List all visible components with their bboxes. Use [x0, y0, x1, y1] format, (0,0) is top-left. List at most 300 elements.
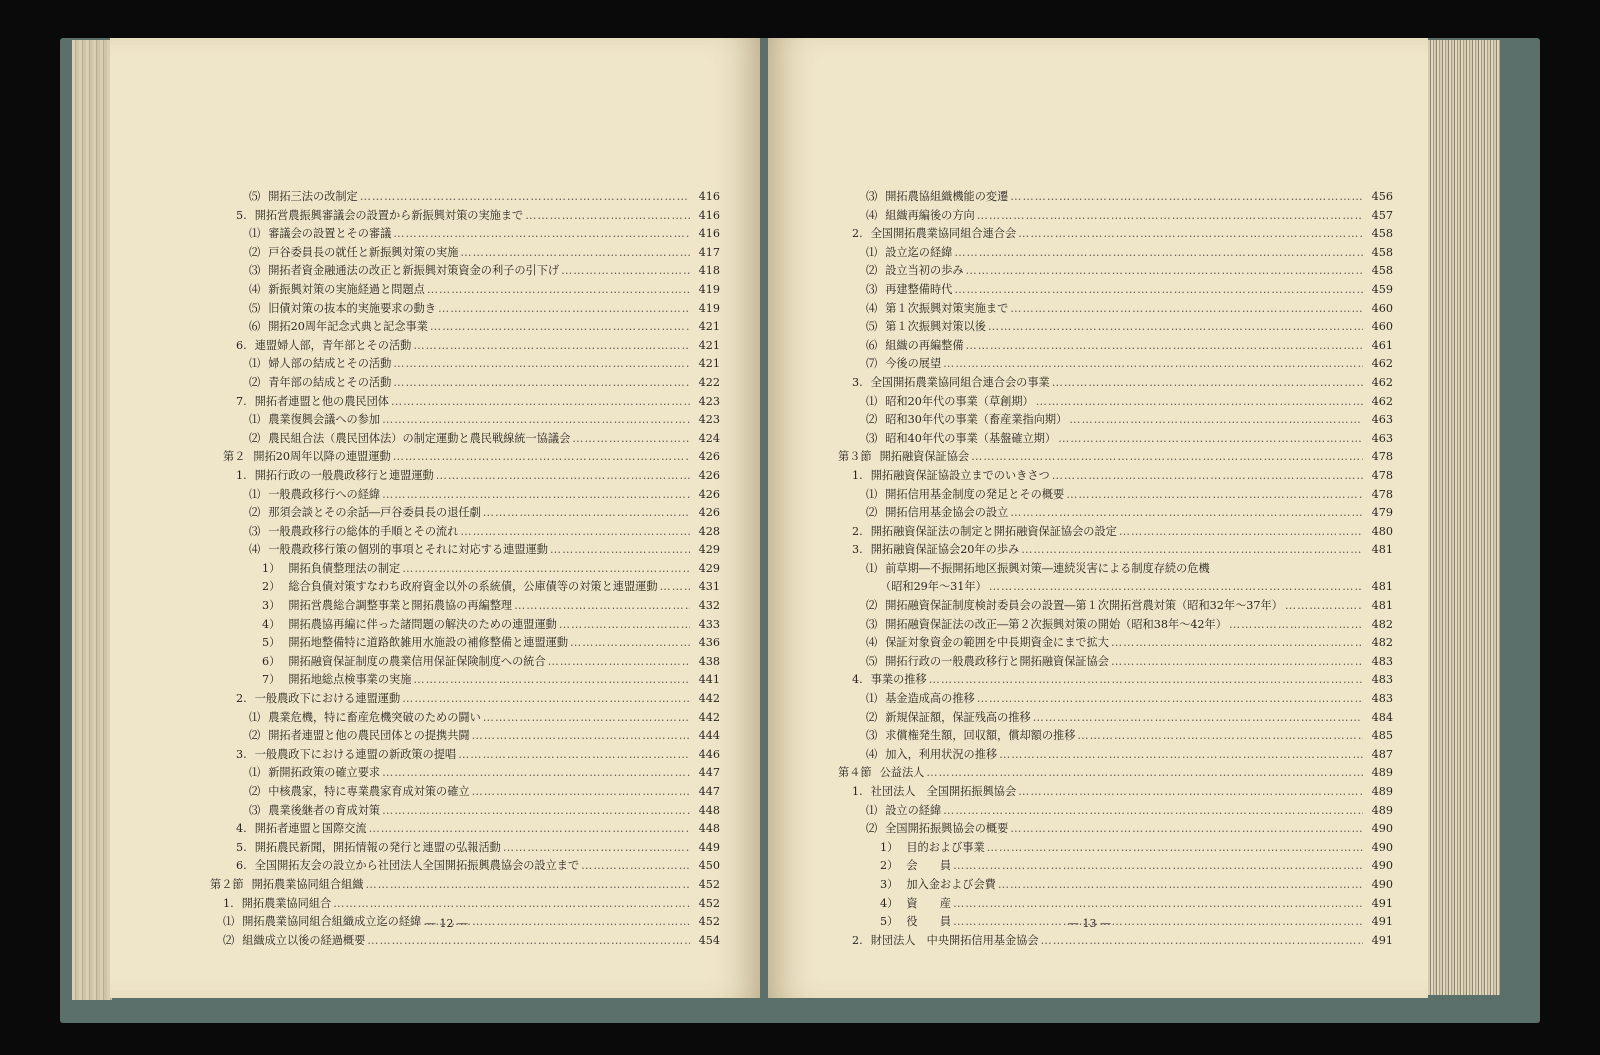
toc-entry-page: 479	[1371, 506, 1393, 520]
toc-entry-title: 求償権発生額，回収額，償却額の推移	[885, 729, 1076, 743]
toc-entry-title: 総合負債対策すなわち政府資金以外の系統債，公庫債等の対策と連盟運動	[288, 580, 658, 594]
toc-entry-title: 第１次振興対策以後	[885, 320, 986, 334]
toc-entry-page: 481	[1371, 599, 1393, 613]
toc-entry-label	[852, 932, 1039, 951]
toc-entry-marker: ⑴	[249, 413, 261, 427]
toc-entry-label	[866, 393, 1034, 412]
toc-entry-page: 429	[698, 561, 720, 575]
toc-entry-page: 491	[1371, 933, 1393, 947]
toc-entry-page: 426	[698, 450, 720, 464]
toc-entry-page: 454	[698, 933, 720, 947]
toc-entry-label	[262, 560, 400, 579]
toc-entry-marker: ⑹	[249, 320, 261, 334]
toc-entry-title: 全国開拓振興協会の概要	[885, 822, 1009, 836]
toc-leader-dots	[1069, 411, 1363, 430]
toc-entry-label	[866, 746, 997, 765]
toc-entry-title: 設立の経緯	[885, 803, 942, 817]
toc-leader-dots	[365, 876, 690, 895]
toc-entry-title: 那須会談とその余話―戸谷委員長の退任劇	[268, 506, 481, 520]
toc-entry-page: 423	[698, 413, 720, 427]
toc-entry-marker: ⑶	[866, 729, 878, 743]
toc-entry-title: 新開拓政策の確立要求	[268, 766, 381, 780]
toc-entry-title: 開拓者連盟と他の農民団体との提携共闘	[268, 729, 470, 743]
toc-entry-marker: 7.	[236, 394, 247, 408]
toc-leader-dots	[987, 839, 1363, 858]
toc-leader-dots	[548, 653, 690, 672]
toc-entry-marker: ⑶	[249, 264, 261, 278]
toc-entry-title: 開拓営農総合調整事業と開拓農協の再編整理	[288, 599, 513, 613]
page-number-left: — 12 —	[425, 917, 468, 930]
toc-entry	[768, 355, 1393, 374]
toc-leader-dots	[1077, 727, 1363, 746]
toc-entry-title: 目的および事業	[906, 840, 985, 854]
toc-entry-label	[866, 727, 1075, 746]
toc-entry-page: 447	[698, 766, 720, 780]
toc-entry-title: 基金造成高の推移	[885, 692, 975, 706]
toc-entry-marker: ⑶	[249, 524, 261, 538]
toc-entry-title: 農業危機，特に畜産危機突破のための闘い	[268, 710, 481, 724]
toc-entry-marker: ⑴	[249, 227, 261, 241]
page-number-right: — 13 —	[1068, 917, 1111, 930]
toc-entry-label	[249, 486, 380, 505]
toc-leader-dots	[954, 244, 1363, 263]
toc-entry-label	[249, 188, 358, 207]
toc-leader-dots	[1229, 616, 1363, 635]
toc-entry-title: 全国開拓農業協同組合連合会	[870, 227, 1017, 241]
toc-entry-label	[866, 709, 1031, 728]
toc-entry-label	[223, 895, 331, 914]
toc-leader-dots	[561, 262, 690, 281]
toc-entry-label	[852, 467, 1050, 486]
toc-leader-dots	[360, 188, 690, 207]
toc-leader-dots	[953, 913, 1363, 932]
toc-entry-label	[852, 225, 1016, 244]
toc-entry-marker: 3）	[880, 877, 899, 891]
toc-leader-dots	[472, 783, 690, 802]
toc-entry-page	[1365, 560, 1393, 579]
toc-leader-dots	[1010, 504, 1363, 523]
toc-leader-dots	[1052, 374, 1363, 393]
toc-entry-title: 公益法人	[879, 766, 925, 780]
toc-entry-label	[236, 820, 367, 839]
toc-entry-title: 全国開拓農業協同組合連合会の事業	[870, 375, 1050, 389]
toc-entry	[768, 634, 1393, 653]
toc-entry-marker: 2）	[880, 859, 899, 873]
toc-entry-marker: ⑵	[223, 933, 235, 947]
toc-entry-marker: 3.	[852, 375, 863, 389]
toc-entry	[768, 262, 1393, 281]
toc-entry-marker: ⑴	[866, 692, 878, 706]
toc-entry-title: 開拓負債整理法の制定	[288, 561, 401, 575]
toc-entry-page: 423	[698, 394, 720, 408]
toc-entry-marker: ⑵	[249, 431, 261, 445]
toc-leader-dots	[1119, 523, 1363, 542]
toc-entry-marker: ⑸	[866, 320, 878, 334]
toc-entry-label	[236, 467, 434, 486]
toc-entry-label	[249, 355, 391, 374]
toc-entry	[110, 262, 720, 281]
toc-entry-page: 441	[698, 673, 720, 687]
toc-entry-title: 農業復興会議への参加	[268, 413, 381, 427]
toc-entry-title: 開拓20周年以降の連盟運動	[253, 450, 391, 464]
toc-entry	[110, 318, 720, 337]
toc-entry	[110, 616, 720, 635]
toc-entry-label	[866, 634, 1109, 653]
toc-entry	[768, 504, 1393, 523]
toc-entry-title: 社団法人 全国開拓振興協会	[870, 785, 1017, 798]
toc-entry	[768, 411, 1393, 430]
toc-leader-dots	[514, 597, 690, 616]
toc-entry	[110, 746, 720, 765]
toc-entry	[768, 783, 1393, 802]
toc-entry	[768, 671, 1393, 690]
toc-entry-label	[880, 839, 985, 858]
toc-leader-dots	[929, 671, 1363, 690]
toc-entry-title: 青年部の結成とその活動	[268, 375, 392, 389]
toc-leader-dots	[427, 281, 690, 300]
toc-entry-title: 一般農政下における連盟の新政策の提唱	[254, 747, 457, 761]
toc-entry	[768, 932, 1393, 951]
toc-leader-dots	[966, 262, 1363, 281]
toc-entry-page: 463	[1371, 431, 1393, 445]
toc-entry-title: 開拓行政の一般農政移行と開拓融資保証協会	[885, 654, 1109, 668]
toc-entry-title: 開拓農協組織機能の変遷	[885, 190, 1009, 203]
toc-entry-title: 今後の展望	[885, 357, 942, 371]
toc-entry-page: 490	[1371, 840, 1393, 854]
toc-entry	[110, 913, 720, 932]
toc-entry-label	[838, 764, 924, 783]
toc-entry	[768, 597, 1393, 616]
toc-leader-dots	[943, 355, 1363, 374]
toc-entry-page: 483	[1371, 673, 1393, 687]
toc-entry-page: 452	[698, 877, 720, 891]
toc-entry-label	[249, 783, 470, 802]
toc-entry-label	[236, 839, 501, 858]
toc-entry-marker: ⑷	[866, 301, 878, 315]
toc-entry-marker: ⑵	[866, 264, 878, 278]
toc-entry-page: 452	[698, 915, 720, 929]
toc-entry	[110, 709, 720, 728]
toc-entry-title: 連盟婦人部，青年部とその活動	[254, 338, 412, 352]
toc-leader-dots	[1212, 560, 1363, 579]
toc-leader-dots	[382, 802, 690, 821]
toc-entry	[768, 709, 1393, 728]
toc-entry-marker: ⑵	[866, 506, 878, 520]
toc-leader-dots	[430, 318, 690, 337]
toc-leader-dots	[1041, 932, 1363, 951]
toc-entry-marker: ⑴	[866, 394, 878, 408]
toc-leader-dots	[413, 671, 690, 690]
toc-entry-page: 421	[698, 357, 720, 371]
toc-entry	[768, 764, 1393, 783]
toc-entry	[768, 281, 1393, 300]
toc-leader-dots	[1018, 225, 1363, 244]
toc-entry-title: 一般農政移行への経緯	[268, 487, 381, 501]
toc-entry-label	[866, 188, 1008, 207]
toc-entry-marker: 1.	[852, 785, 863, 798]
toc-entry-page: 417	[698, 245, 720, 259]
toc-entry-title: 設立迄の経緯	[885, 245, 953, 259]
toc-entry-page: 478	[1371, 450, 1393, 464]
toc-entry-title: 開拓農協再編に伴った諸問題の解決のための連盟運動	[288, 617, 557, 631]
toc-entry-page: 490	[1371, 822, 1393, 836]
toc-entry-label	[210, 876, 363, 895]
toc-entry	[110, 820, 720, 839]
toc-entry-title: 設立当初の歩み	[885, 264, 964, 278]
toc-entry-page: 460	[1371, 320, 1393, 334]
toc-entry	[768, 188, 1393, 207]
toc-entry-label	[236, 393, 389, 412]
toc-entry-marker: ⑴	[866, 803, 878, 817]
toc-entry-marker: ⑵	[866, 710, 878, 724]
toc-entry-title: 開拓融資保証法の改正―第２次振興対策の開始（昭和38年～42年）	[885, 617, 1227, 631]
toc-entry	[768, 802, 1393, 821]
toc-entry-label	[866, 430, 1056, 449]
toc-entry-title: 開拓営農振興審議会の設置から新振興対策の実施まで	[254, 208, 524, 222]
toc-entry-marker: ⑷	[866, 636, 878, 650]
toc-entry	[768, 541, 1393, 560]
toc-entry-page: 462	[1371, 394, 1393, 408]
toc-entry	[110, 634, 720, 653]
toc-entry	[768, 727, 1393, 746]
toc-entry-marker: 6）	[262, 654, 281, 668]
toc-entry	[110, 207, 720, 226]
toc-entry-label	[249, 411, 380, 430]
toc-entry	[110, 504, 720, 523]
toc-entry-title: 一般農政移行の総体的手順とその流れ	[268, 524, 459, 538]
toc-leader-dots	[572, 430, 690, 449]
toc-entry-page: 458	[1371, 245, 1393, 259]
toc-entry	[768, 374, 1393, 393]
toc-entry-title: 昭和30年代の事業（畜産業指向期）	[885, 413, 1068, 427]
toc-leader-dots	[460, 523, 690, 542]
toc-leader-dots	[382, 486, 690, 505]
toc-leader-dots	[1111, 634, 1363, 653]
toc-entry-marker: ⑸	[249, 190, 261, 203]
toc-entry-page: 478	[1371, 468, 1393, 482]
toc-entry-label	[852, 783, 1016, 802]
toc-entry	[110, 244, 720, 263]
toc-left	[110, 188, 720, 950]
toc-entry-marker: 1）	[262, 561, 281, 575]
toc-entry-page: 482	[1371, 617, 1393, 631]
toc-leader-dots	[1021, 541, 1363, 560]
toc-entry-page: 436	[698, 636, 720, 650]
toc-leader-dots	[1010, 300, 1363, 319]
toc-entry-marker: ⑴	[249, 357, 261, 371]
toc-entry-page: 490	[1371, 877, 1393, 891]
toc-leader-dots	[391, 393, 690, 412]
toc-entry-label	[852, 671, 927, 690]
toc-entry-marker: ⑷	[249, 543, 261, 557]
toc-entry-page: 433	[698, 617, 720, 631]
toc-entry-marker: 第２節	[210, 877, 244, 891]
left-page	[110, 38, 760, 998]
toc-leader-dots	[1036, 393, 1363, 412]
toc-leader-dots	[953, 857, 1363, 876]
toc-entry-label	[866, 653, 1109, 672]
toc-entry-label	[838, 448, 969, 467]
toc-entry	[110, 411, 720, 430]
toc-entry	[110, 876, 720, 895]
toc-entry-label	[866, 411, 1067, 430]
toc-leader-dots	[1111, 653, 1363, 672]
toc-leader-dots	[472, 727, 690, 746]
toc-entry-title: 昭和20年代の事業（草創期）	[885, 394, 1034, 408]
toc-entry-marker: ⑷	[249, 282, 261, 296]
toc-entry-marker: 3.	[236, 747, 247, 761]
toc-entry-marker: ⑴	[249, 710, 261, 724]
toc-entry-title: 加入金および会費	[906, 877, 996, 891]
toc-entry-page: 419	[698, 282, 720, 296]
toc-entry-page: 422	[698, 375, 720, 389]
toc-leader-dots	[550, 541, 690, 560]
toc-entry-page: 438	[698, 654, 720, 668]
toc-entry-page: 447	[698, 785, 720, 798]
toc-entry-label	[262, 597, 512, 616]
toc-entry-marker: ⑵	[866, 599, 878, 613]
toc-entry-marker: ⑺	[866, 357, 878, 371]
toc-leader-dots	[1052, 467, 1363, 486]
toc-entry	[768, 616, 1393, 635]
toc-entry-page: 450	[698, 859, 720, 873]
toc-leader-dots	[660, 578, 690, 597]
right-page	[768, 38, 1428, 998]
toc-entry-label	[249, 225, 391, 244]
toc-entry-page: 483	[1371, 692, 1393, 706]
toc-leader-dots	[503, 839, 690, 858]
toc-entry-title: 会 員	[906, 859, 952, 873]
toc-entry-marker: 第３節	[838, 450, 872, 464]
toc-entry-page: 424	[698, 431, 720, 445]
toc-entry	[110, 560, 720, 579]
toc-leader-dots	[393, 355, 690, 374]
toc-entry	[768, 318, 1393, 337]
toc-entry-page: 480	[1371, 524, 1393, 538]
toc-entry-label	[866, 300, 1008, 319]
toc-entry-page: 428	[698, 524, 720, 538]
toc-entry-title: 全国開拓友会の設立から社団法人全国開拓振興農協会の設立まで	[254, 859, 580, 873]
toc-entry-title: 開拓融資保証協会20年の歩み	[870, 543, 1020, 557]
toc-entry-label	[236, 746, 456, 765]
toc-entry-marker: ⑸	[866, 654, 878, 668]
toc-leader-dots	[977, 690, 1363, 709]
toc-entry-label	[866, 281, 952, 300]
toc-entry	[110, 839, 720, 858]
toc-entry	[110, 857, 720, 876]
toc-entry	[768, 746, 1393, 765]
toc-entry-page: 481	[1371, 580, 1393, 594]
toc-leader-dots	[483, 504, 690, 523]
toc-entry-title: 前草期―不振開拓地区振興対策―連続災害による制度存続の危機	[885, 561, 1210, 575]
toc-entry-title: 開拓農民新聞，開拓情報の発行と連盟の弘報活動	[254, 840, 501, 854]
toc-entry-label	[262, 671, 411, 690]
toc-entry	[768, 337, 1393, 356]
toc-entry-title: 中核農家，特に専業農家育成対策の確立	[268, 785, 470, 798]
toc-entry-label	[852, 374, 1050, 393]
toc-entry	[110, 895, 720, 914]
toc-entry-marker: ⑶	[866, 282, 878, 296]
toc-leader-dots	[1010, 188, 1363, 207]
toc-entry-label	[249, 244, 458, 263]
toc-right	[768, 188, 1393, 950]
toc-leader-dots	[393, 225, 690, 244]
toc-entry-title: 開拓信用基金協会の設立	[885, 506, 1009, 520]
toc-entry-marker: ⑶	[866, 431, 878, 445]
toc-entry-title: 開拓融資保証協設立までのいきさつ	[870, 468, 1050, 482]
toc-entry-title: 加入，利用状況の推移	[885, 747, 998, 761]
toc-leader-dots	[988, 318, 1363, 337]
toc-entry-marker: 1.	[236, 468, 247, 482]
toc-entry-page: 426	[698, 468, 720, 482]
toc-entry-label	[249, 764, 380, 783]
toc-entry-title: 新規保証額，保証残高の推移	[885, 710, 1031, 724]
toc-leader-dots	[570, 634, 690, 653]
toc-entry-marker: ⑷	[866, 747, 878, 761]
toc-entry-marker: ⑸	[249, 301, 261, 315]
toc-leader-dots	[483, 709, 690, 728]
toc-entry	[768, 523, 1393, 542]
toc-entry-label	[880, 895, 951, 914]
toc-entry-title: 婦人部の結成とその活動	[268, 357, 392, 371]
toc-leader-dots	[971, 448, 1363, 467]
toc-entry-page: 460	[1371, 301, 1393, 315]
toc-entry	[768, 653, 1393, 672]
toc-entry-marker: 5.	[236, 840, 247, 854]
toc-entry-page: 421	[698, 320, 720, 334]
page-edges-right	[1425, 40, 1500, 995]
toc-entry	[768, 448, 1393, 467]
toc-entry-label	[249, 709, 481, 728]
toc-entry-title: 一般農政下における連盟運動	[254, 692, 401, 706]
toc-entry-page: 458	[1371, 264, 1393, 278]
toc-entry	[110, 597, 720, 616]
toc-entry-marker: 4）	[880, 896, 899, 910]
toc-entry-page: 478	[1371, 487, 1393, 501]
toc-leader-dots	[1018, 783, 1363, 802]
toc-entry-marker: 第２	[223, 450, 246, 464]
toc-entry-title: 開拓融資保証制度検討委員会の設置―第１次開拓営農対策（昭和32年～37年）	[885, 599, 1283, 613]
toc-entry-marker: ⑶	[866, 617, 878, 631]
toc-leader-dots	[458, 746, 690, 765]
toc-leader-dots	[559, 616, 690, 635]
toc-entry-label	[249, 281, 425, 300]
toc-entry	[110, 653, 720, 672]
toc-entry-label	[866, 207, 975, 226]
toc-leader-dots	[926, 764, 1363, 783]
toc-entry-page: 456	[1371, 190, 1393, 203]
toc-entry	[110, 541, 720, 560]
toc-entry-page: 485	[1371, 729, 1393, 743]
toc-entry-page: 448	[698, 822, 720, 836]
toc-entry-page: 483	[1371, 654, 1393, 668]
toc-entry-title: 開拓者資金融通法の改正と新振興対策資金の利子の引下げ	[268, 264, 560, 278]
toc-entry-page: 426	[698, 487, 720, 501]
toc-entry-label	[249, 430, 570, 449]
toc-entry-marker: ⑴	[866, 487, 878, 501]
toc-entry-marker: ⑴	[866, 561, 878, 575]
toc-entry-title: 開拓20周年記念式典と記念事業	[268, 320, 428, 334]
toc-entry	[768, 207, 1393, 226]
toc-entry-label	[249, 523, 458, 542]
toc-entry-title: 事業の推移	[870, 673, 927, 687]
toc-entry-marker: 6.	[236, 859, 247, 873]
toc-entry	[110, 188, 720, 207]
toc-entry-marker: 2.	[852, 227, 863, 241]
toc-entry-label	[866, 337, 964, 356]
toc-entry-page: 491	[1371, 915, 1393, 929]
toc-entry-label	[249, 374, 391, 393]
